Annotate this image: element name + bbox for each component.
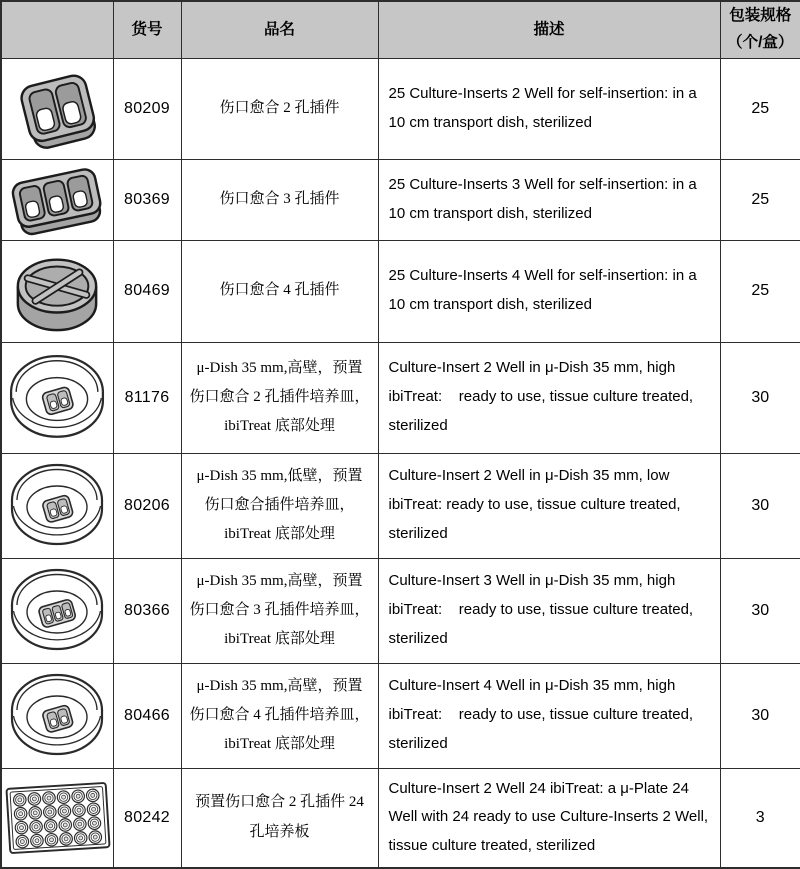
header-pack-line1: 包装规格 <box>729 7 792 25</box>
table-row <box>1 58 800 159</box>
product-name: μ-Dish 35 mm,低壁，预置伤口愈合插件培养皿，ibiTreat 底部处理 <box>181 453 378 558</box>
product-description: Culture-Insert 2 Well 24 ibiTreat: a μ-Plate 24 Well with 24 ready to use Culture-Inserts 2 Well, tissue culture treated, sterilized <box>378 768 720 868</box>
pack-size: 30 <box>720 558 800 663</box>
product-name: 伤口愈合 4 孔插件 <box>181 240 378 342</box>
header-sku: 货号 <box>113 1 181 58</box>
table-row <box>1 453 800 558</box>
culture-insert-4-well-icon <box>8 245 106 337</box>
product-name: 预置伤口愈合 2 孔插件 24 孔培养板 <box>181 768 378 868</box>
product-description: Culture-Insert 2 Well in μ-Dish 35 mm, low ibiTreat: ready to use, tissue culture treated, sterilized <box>378 453 720 558</box>
pack-size: 25 <box>720 240 800 342</box>
sku-value: 80469 <box>113 240 181 342</box>
header-name: 品名 <box>181 1 378 58</box>
header-pack <box>720 1 800 58</box>
table-row <box>1 342 800 453</box>
product-description: Culture-Insert 4 Well in μ-Dish 35 mm, high ibiTreat: ready to use, tissue culture treated, sterilized <box>378 663 720 768</box>
product-description: 25 Culture-Inserts 4 Well for self-insertion: in a 10 cm transport dish, sterilized <box>378 240 720 342</box>
sku-value: 80209 <box>113 58 181 159</box>
header-image-column <box>1 1 113 58</box>
header-description: 描述 <box>378 1 720 58</box>
dish-with-2-well-insert-icon <box>6 666 108 766</box>
culture-insert-2-well-icon <box>8 61 106 156</box>
product-name: μ-Dish 35 mm,高壁，预置伤口愈合 2 孔插件培养皿，ibiTreat 底部处理 <box>181 342 378 453</box>
table-row <box>1 159 800 240</box>
dish-with-2-well-insert-icon <box>6 456 108 556</box>
dish-with-2-well-insert-icon <box>6 347 108 449</box>
pack-size: 25 <box>720 159 800 240</box>
product-name: μ-Dish 35 mm,高壁，预置伤口愈合 3 孔插件培养皿，ibiTreat 底部处理 <box>181 558 378 663</box>
sku-value: 81176 <box>113 342 181 453</box>
sku-value: 80466 <box>113 663 181 768</box>
table-row <box>1 663 800 768</box>
pack-size: 3 <box>720 768 800 868</box>
sku-value: 80242 <box>113 768 181 868</box>
header-pack-line2: （个/盒） <box>727 33 794 51</box>
pack-size: 25 <box>720 58 800 159</box>
dish-with-3-well-insert-icon <box>6 561 108 661</box>
table-row <box>1 558 800 663</box>
24-well-plate-with-inserts-icon <box>4 780 112 856</box>
sku-value: 80369 <box>113 159 181 240</box>
pack-size: 30 <box>720 453 800 558</box>
sku-value: 80366 <box>113 558 181 663</box>
table-row <box>1 768 800 868</box>
sku-value: 80206 <box>113 453 181 558</box>
product-name: μ-Dish 35 mm,高壁，预置伤口愈合 4 孔插件培养皿，ibiTreat 底部处理 <box>181 663 378 768</box>
pack-size: 30 <box>720 663 800 768</box>
product-description: Culture-Insert 3 Well in μ-Dish 35 mm, high ibiTreat: ready to use, tissue culture treated, sterilized <box>378 558 720 663</box>
pack-size: 30 <box>720 342 800 453</box>
product-description: 25 Culture-Inserts 2 Well for self-insertion: in a 10 cm transport dish, sterilized <box>378 58 720 159</box>
product-description: Culture-Insert 2 Well in μ-Dish 35 mm, high ibiTreat: ready to use, tissue culture treated, sterilized <box>378 342 720 453</box>
product-description: 25 Culture-Inserts 3 Well for self-insertion: in a 10 cm transport dish, sterilized <box>378 159 720 240</box>
table-row <box>1 240 800 342</box>
product-name: 伤口愈合 3 孔插件 <box>181 159 378 240</box>
product-name: 伤口愈合 2 孔插件 <box>181 58 378 159</box>
header-row <box>1 1 800 58</box>
culture-insert-3-well-icon <box>6 162 108 238</box>
